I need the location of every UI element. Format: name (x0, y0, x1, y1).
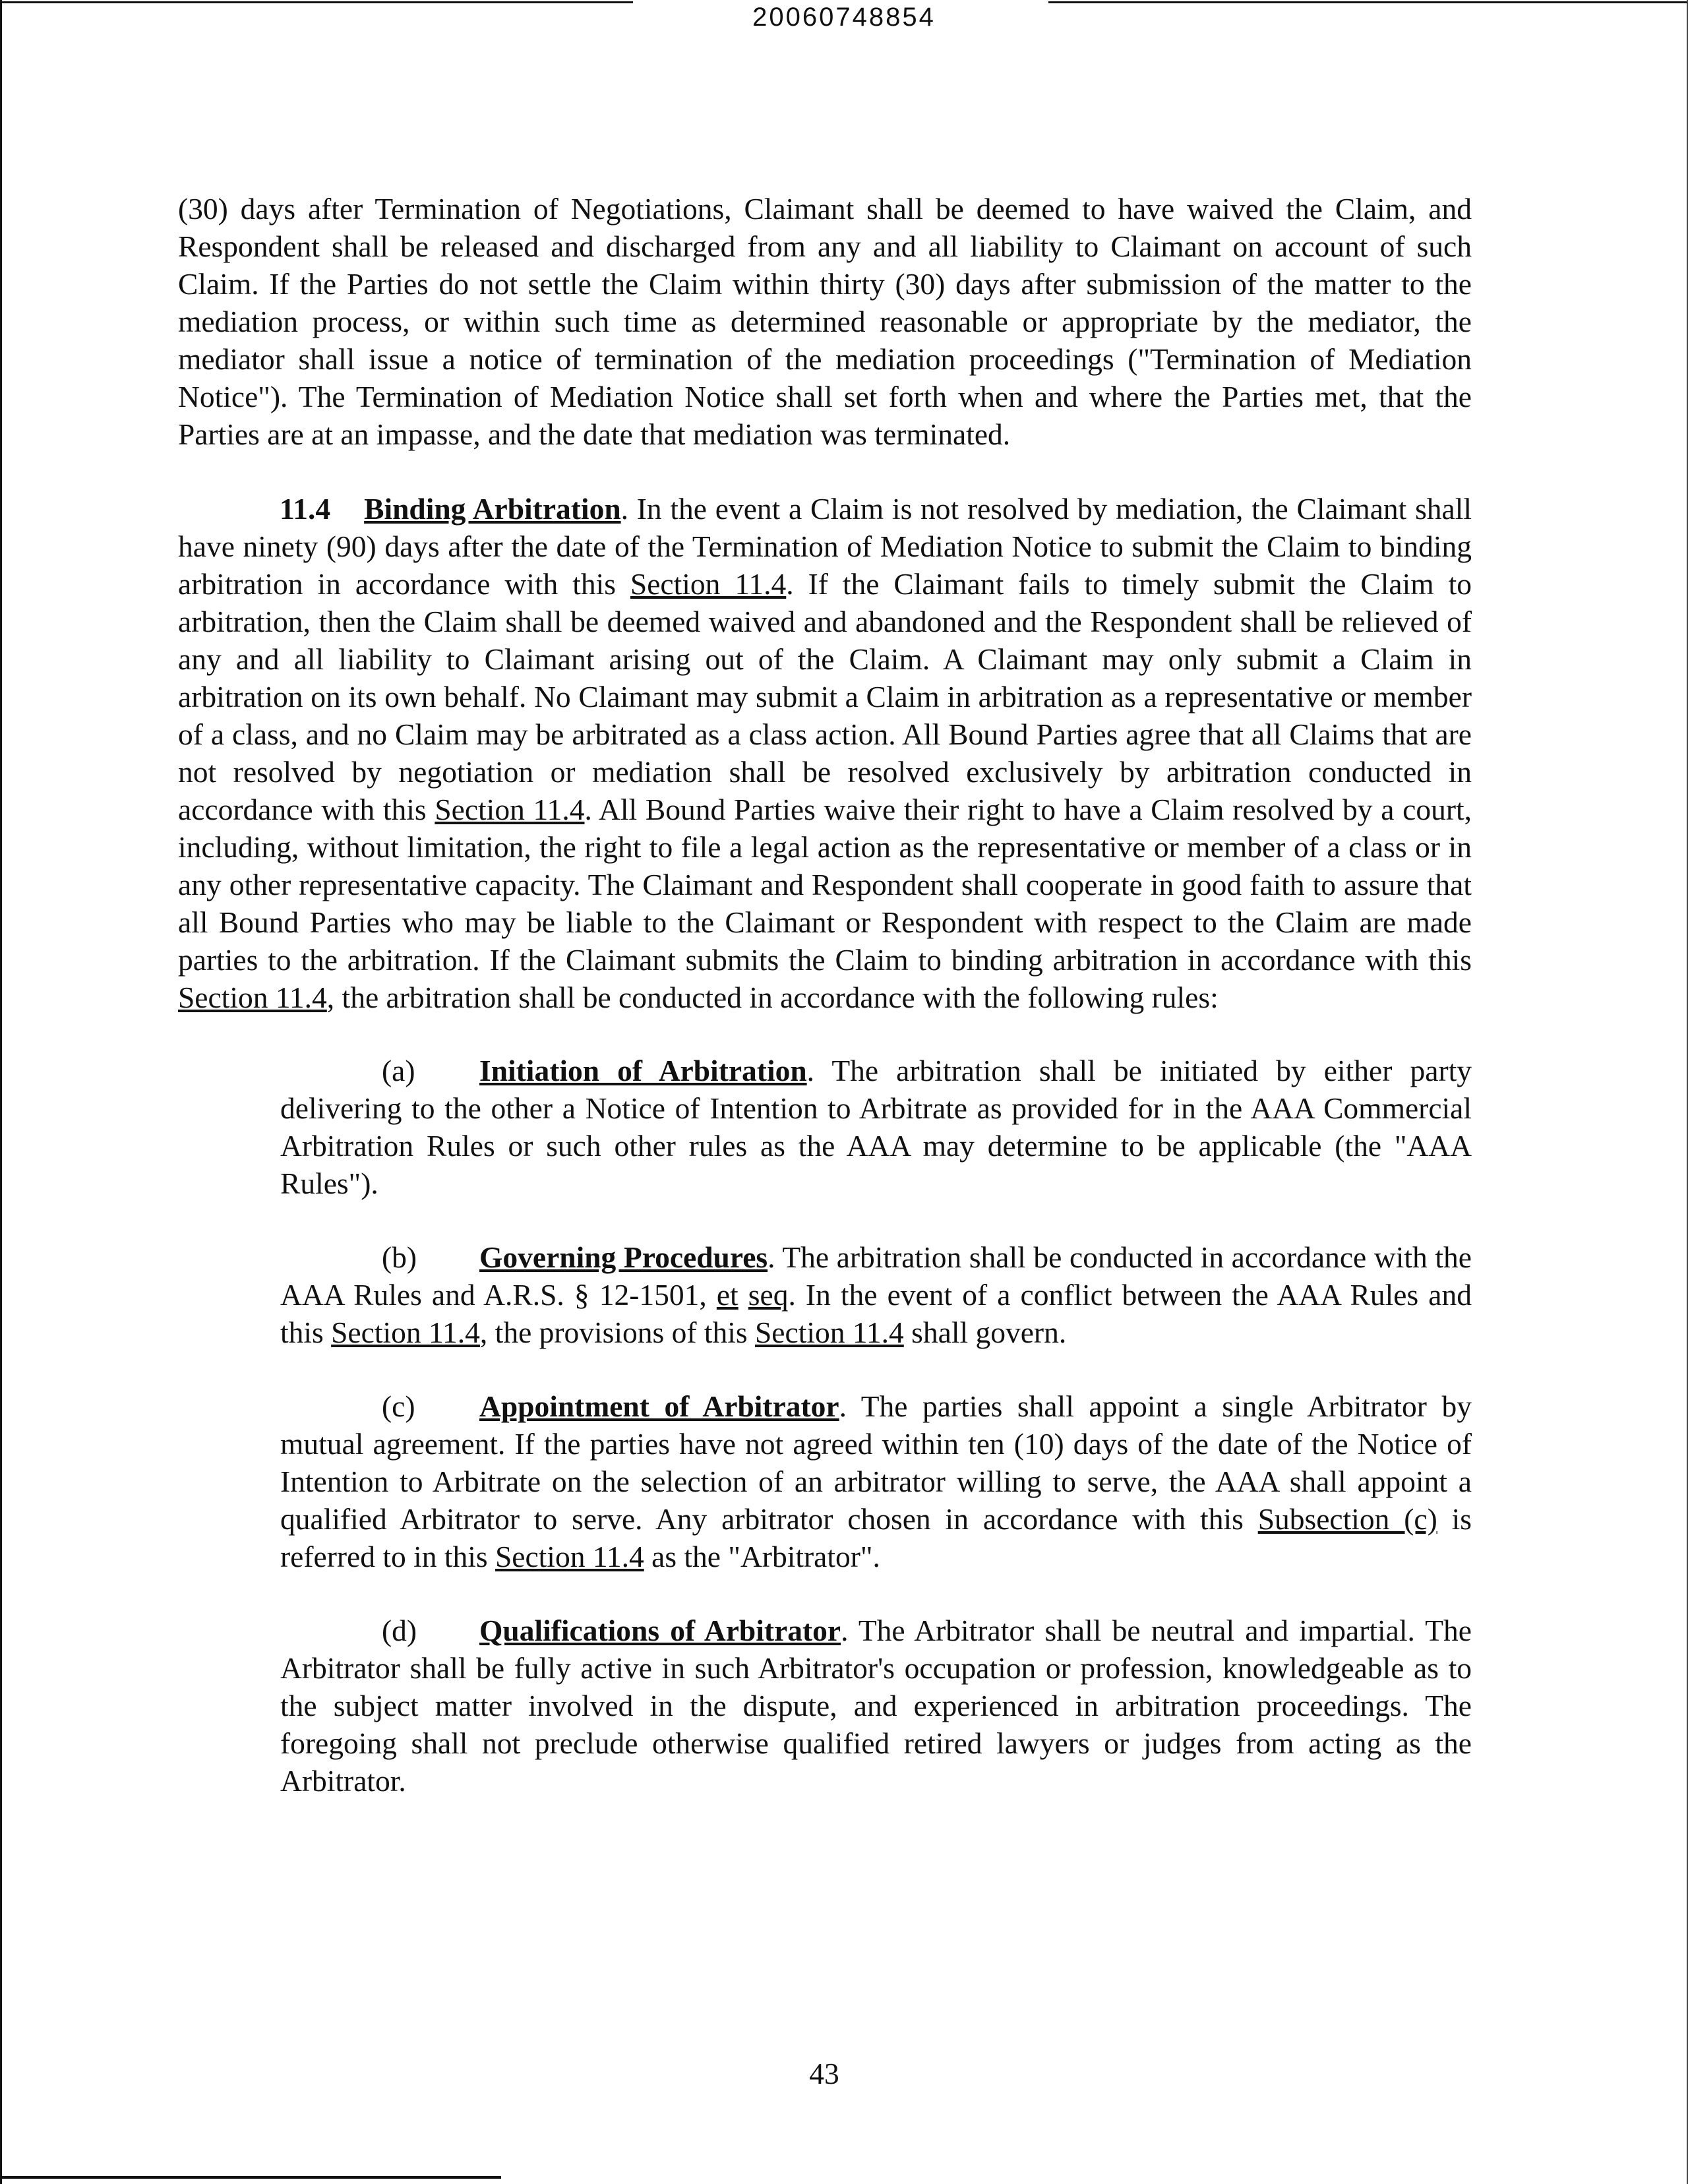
bottom-rule (0, 2176, 501, 2179)
subsection-label: (a) (382, 1054, 415, 1087)
section-reference: Section 11.4 (435, 793, 585, 826)
subsection-text: . In the event of a conflict between the AAA Rules and this (280, 1278, 1472, 1349)
section-text: . If the Claimant fails to timely submit the Claim to arbitration, then the Claim shall be deemed waived and abandoned and the Respondent shall be relieved of any and all liability to Claimant arising out of the Claim. A Claimant may only submit a Claim in arbitration on its own behalf. No Claimant may submit a Claim in arbitration as a representative or member of a class, and no Claim may be arbitrated as a class action. All Bound Parties agree that all Claims that are not resolved by negotiation or mediation shall be resolved exclusively by arbitration conducted in accordance with this (178, 567, 1472, 826)
section-number: 11.4 (280, 492, 331, 526)
section-reference: Section 11.4 (755, 1316, 904, 1349)
page-number: 43 (809, 2057, 839, 2090)
page-body (178, 190, 1472, 1836)
section-reference: Section 11.4 (495, 1540, 644, 1573)
section-text: , the arbitration shall be conducted in accordance with the following rules: (326, 981, 1219, 1014)
section-text: . In the event a Claim is not resolved by mediation, the Claimant shall have ninety (90) days after the date of the Termination of Mediation Notice to submit the Claim to binding arbitration in accordance with this (178, 492, 1472, 601)
paragraph-mediation-termination: (30) days after Termination of Negotiations, Claimant shall be deemed to have waived the Claim, and Respondent shall be released and discharged from any and all liability to Claimant on account of such Claim. If the Parties do not settle the Claim within thirty (30) days after submission of the matter to the mediation process, or within such time as determined reasonable or appropriate by the mediator, the mediator shall issue a notice of termination of the mediation proceedings ("Termination of Mediation Notice"). The Termination of Mediation Notice shall set forth when and where the Parties met, that the Parties are at an impasse, and the date that mediation was terminated. (178, 192, 1472, 451)
section-text: . All Bound Parties waive their right to have a Claim resolved by a court, including, without limitation, the right to file a legal action as the representative or member of a class or in any other representative capacity. The Claimant and Respondent shall cooperate in good faith to assure that all Bound Parties who may be liable to the Claimant or Respondent with respect to the Claim are made parties to the arbitration. If the Claimant submits the Claim to binding arbitration in accordance with this (178, 793, 1472, 977)
latin-et: et (716, 1278, 738, 1312)
subsection-title: Appointment of Arbitrator (479, 1389, 839, 1423)
subsection-text: shall govern. (903, 1316, 1067, 1349)
subsection-title: Governing Procedures (479, 1240, 768, 1274)
subsection-c (280, 1387, 1472, 1575)
subsection-label: (c) (382, 1389, 415, 1423)
subsection-text: . The Arbitrator shall be neutral and impartial. The Arbitrator shall be fully active in such Arbitrator's occupation or profession, knowledgeable as to the subject matter involved in the dispute, and experienced in arbitration proceedings. The foregoing shall not preclude otherwise qualified retired lawyers or judges from acting as the Arbitrator. (280, 1614, 1472, 1798)
section-title: Binding Arbitration (364, 492, 621, 526)
subsection-label: (d) (382, 1614, 417, 1647)
subsection-text: as the "Arbitrator". (644, 1540, 880, 1573)
subsection-text: . The arbitration shall be initiated by either party delivering to the other a Notice of Intention to Arbitrate as provided for in the AAA Commercial Arbitration Rules or such other rules as the AAA may determine to be applicable (the "AAA Rules"). (280, 1054, 1472, 1200)
subsection-label: (b) (382, 1240, 417, 1274)
subsection-a (280, 1052, 1472, 1202)
section-reference: Section 11.4 (331, 1316, 480, 1349)
subsection-text: . The parties shall appoint a single Arbitrator by mutual agreement. If the parties have not agreed within ten (10) days of the date of the Notice of Intention to Arbitrate on the selection of an arbitrator willing to serve, the AAA shall appoint a qualified Arbitrator to serve. Any arbitrator chosen in accordance with this (280, 1389, 1472, 1536)
section-reference: Section 11.4 (178, 981, 327, 1014)
subsection-title: Initiation of Arbitration (479, 1054, 807, 1087)
latin-seq: seq (748, 1278, 789, 1312)
subsection-text: is referred to in this (280, 1502, 1472, 1573)
scan-edge-left (0, 0, 2, 2184)
subsection-title: Qualifications of Arbitrator (479, 1614, 841, 1647)
subsection-d (280, 1612, 1472, 1800)
subsection-b (280, 1238, 1472, 1351)
subsection-reference: Subsection (c) (1257, 1502, 1437, 1536)
subsection-text: , the provisions of this (479, 1316, 755, 1349)
document-number: 20060748854 (752, 3, 936, 32)
section-11-4-paragraph (178, 490, 1472, 1016)
section-reference: Section 11.4 (630, 567, 787, 601)
subsection-text: . The arbitration shall be conducted in accordance with the AAA Rules and A.R.S. § 12-1501, (280, 1240, 1472, 1312)
